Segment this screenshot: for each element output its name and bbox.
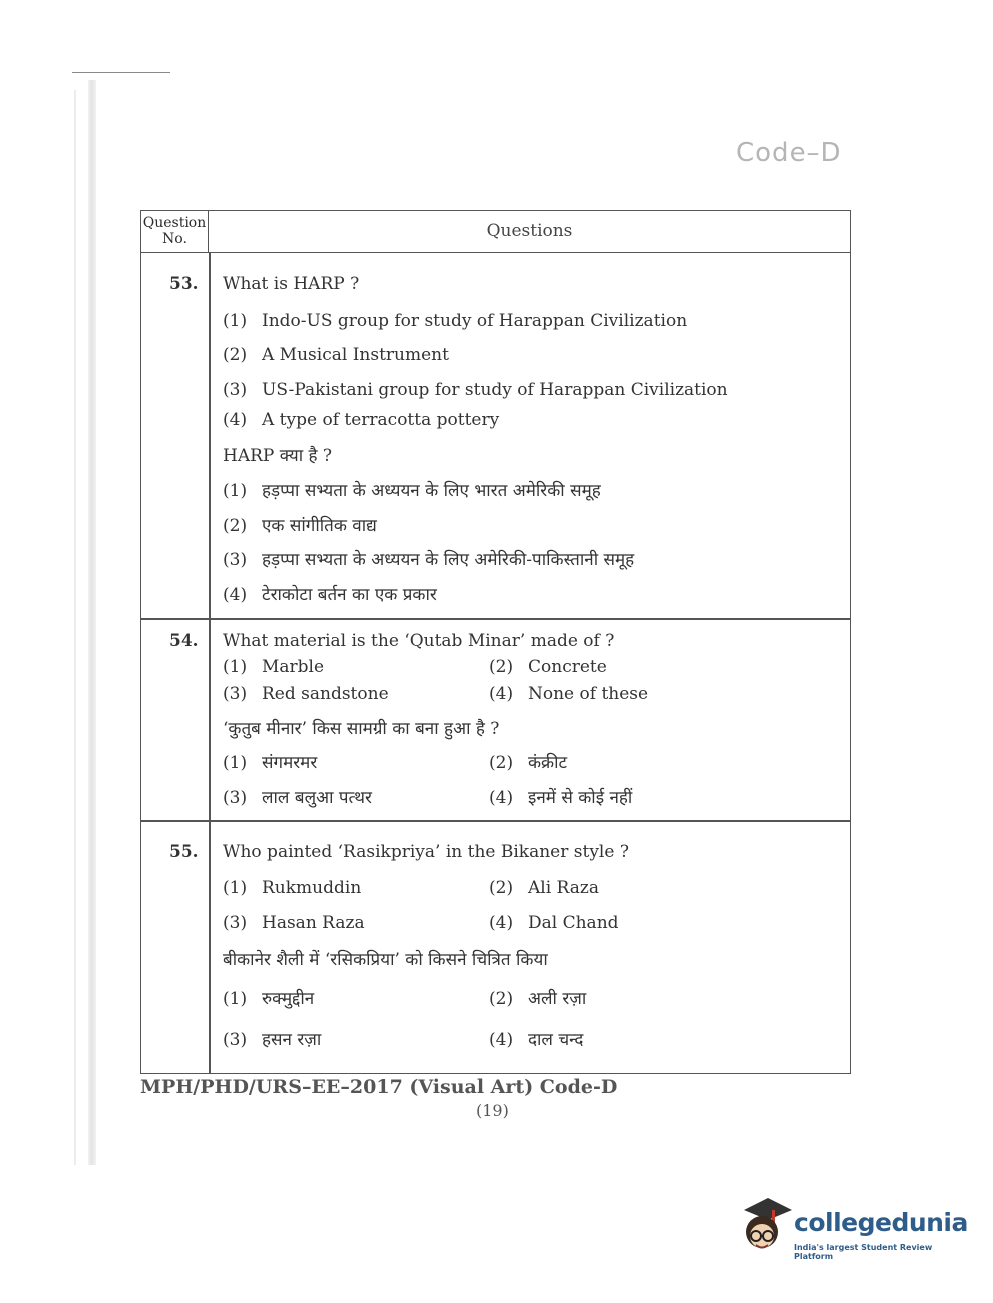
option-hi-3: (3) हड़प्पा सभ्यता के अध्ययन के लिए अमेरिकी-पाकिस्तानी समूह	[223, 550, 635, 570]
paper-code: Code–D	[736, 138, 842, 168]
brand-name: collegedunia	[794, 1208, 968, 1237]
question-text-hi: ‘कुतुब मीनार’ किस सामग्री का बना हुआ है ?	[223, 719, 500, 739]
option-hi-4: (4) टेराकोटा बर्तन का एक प्रकार	[223, 585, 437, 605]
row-divider	[141, 820, 850, 822]
option-en-3: (3) Hasan Raza	[223, 913, 365, 933]
option-en-1: (1) Rukmuddin	[223, 878, 362, 898]
option-en-2: (2) Concrete	[489, 657, 607, 677]
question-text-en: What is HARP ?	[223, 274, 360, 294]
table-header	[141, 211, 850, 253]
column-divider	[209, 252, 211, 1073]
brand-tagline: India's largest Student Review Platform	[794, 1243, 933, 1261]
question-table	[140, 210, 851, 1074]
col-question-no: Question No.	[141, 211, 209, 252]
option-en-3: (3) Red sandstone	[223, 684, 389, 704]
question-text-hi: HARP क्या है ?	[223, 446, 333, 466]
option-en-1: (1) Indo-US group for study of Harappan Civilization	[223, 311, 688, 331]
option-hi-1: (1) रुक्मुद्दीन	[223, 989, 315, 1009]
option-en-1: (1) Marble	[223, 657, 325, 677]
option-en-2: (2) A Musical Instrument	[223, 345, 449, 365]
option-hi-4: (4) इनमें से कोई नहीं	[489, 788, 633, 808]
question-text-hi: बीकानेर शैली में ‘रसिकप्रिया’ को किसने चित्रित किया	[223, 950, 548, 970]
question-number: 53.	[169, 274, 199, 294]
col-questions: Questions	[486, 221, 573, 241]
scan-edge	[72, 72, 170, 73]
scan-edge	[74, 90, 76, 1165]
row-divider	[141, 618, 850, 620]
option-en-3: (3) US-Pakistani group for study of Harappan Civilization	[223, 380, 728, 400]
option-hi-2: (2) अली रज़ा	[489, 989, 587, 1009]
option-hi-1: (1) संगमरमर	[223, 753, 318, 773]
question-text-en: What material is the ‘Qutab Minar’ made of ?	[223, 631, 615, 651]
option-en-4: (4) A type of terracotta pottery	[223, 410, 500, 430]
question-number: 55.	[169, 842, 199, 862]
option-en-4: (4) None of these	[489, 684, 649, 704]
option-en-4: (4) Dal Chand	[489, 913, 619, 933]
option-hi-4: (4) दाल चन्द	[489, 1030, 584, 1050]
scan-edge	[88, 80, 96, 1165]
option-hi-3: (3) हसन रज़ा	[223, 1030, 322, 1050]
option-hi-3: (3) लाल बलुआ पत्थर	[223, 788, 372, 808]
exam-footer: MPH/PHD/URS–EE–2017 (Visual Art) Code-D	[140, 1076, 618, 1098]
collegedunia-logo	[738, 1196, 968, 1261]
option-hi-1: (1) हड़प्पा सभ्यता के अध्ययन के लिए भारत अमेरिकी समूह	[223, 481, 601, 501]
graduate-mascot-icon	[738, 1196, 794, 1260]
option-hi-2: (2) कंक्रीट	[489, 753, 568, 773]
question-number: 54.	[169, 631, 199, 651]
option-en-2: (2) Ali Raza	[489, 878, 599, 898]
page-number: (19)	[476, 1101, 509, 1120]
question-text-en: Who painted ‘Rasikpriya’ in the Bikaner style ?	[223, 842, 629, 862]
option-hi-2: (2) एक सांगीतिक वाद्य	[223, 516, 377, 536]
